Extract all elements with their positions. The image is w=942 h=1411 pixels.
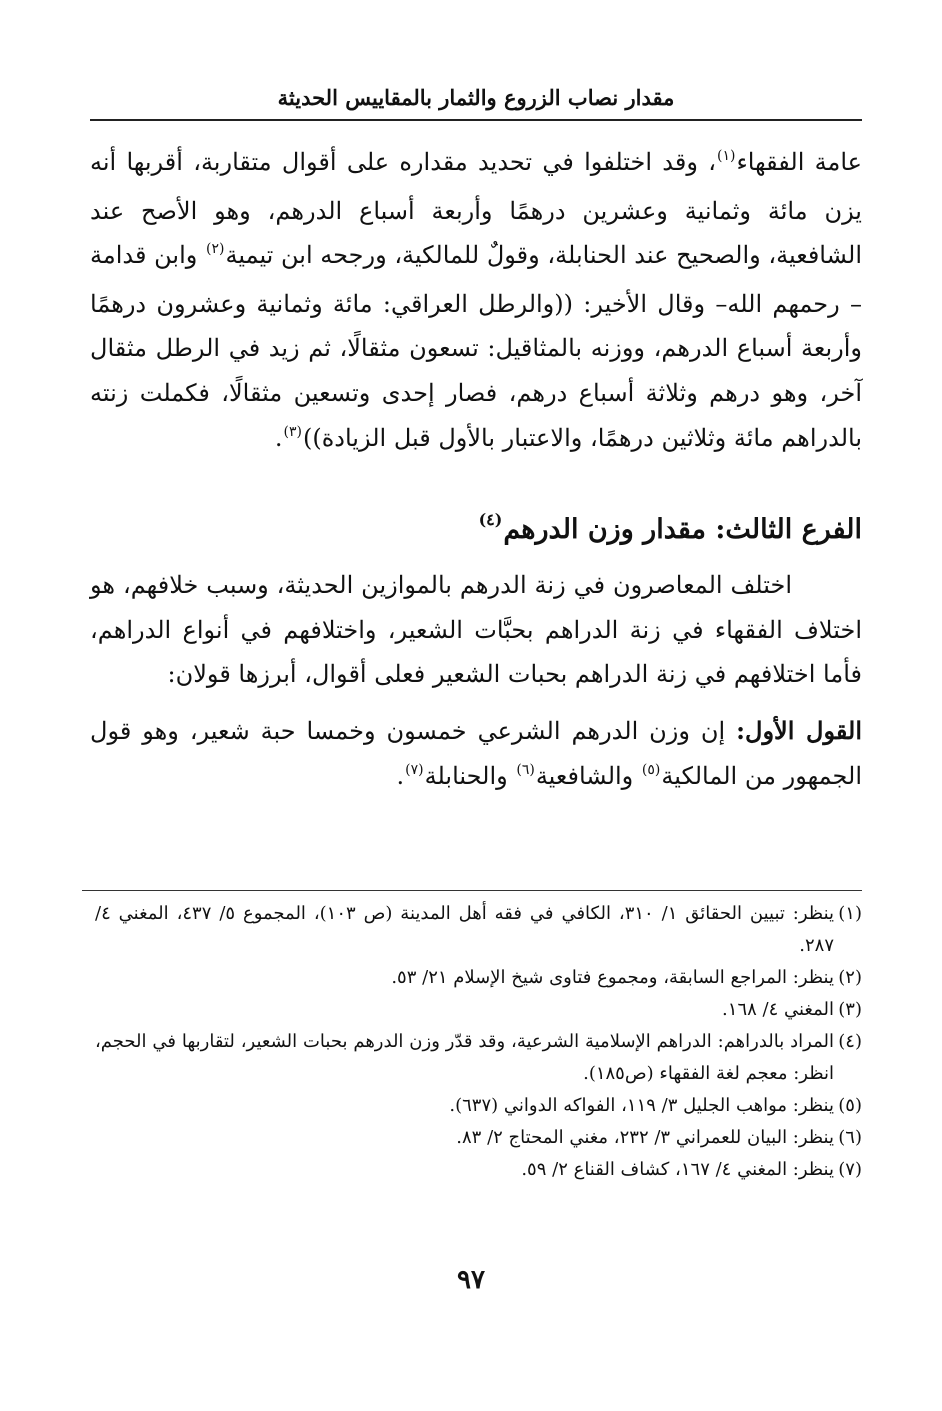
paragraph-ratl <box>90 140 862 464</box>
footnote-number: (٦) <box>838 1127 862 1148</box>
footnote-item <box>95 994 862 1026</box>
text-segment: عامة الفقهاء <box>736 148 863 176</box>
footnotes-list <box>95 898 862 1186</box>
footnote-text: ينظر: المراجع السابقة، ومجموع فتاوى شيخ الإسلام ٢١/ ٥٣. <box>391 967 834 988</box>
footnote-item <box>95 1026 862 1090</box>
footnote-text: ينظر: المغني ٤/ ١٦٧، كشاف القناع ٢/ ٥٩. <box>521 1159 834 1180</box>
page-number: ٩٧ <box>457 1265 485 1295</box>
footnote-ref-3[interactable]: (٣) <box>283 423 302 440</box>
text-segment: والحنابلة <box>424 761 516 790</box>
text-segment: إن وزن الدرهم الشرعي خمسون وخمسا حبة شعير، وهو قول الجمهور من المالكية <box>90 716 862 790</box>
footnote-item <box>95 1090 862 1122</box>
text-segment: . <box>274 423 283 452</box>
footnote-text: المغني ٤/ ١٦٨. <box>722 999 834 1020</box>
main-text <box>90 140 862 802</box>
footnote-ref-7[interactable]: (٧) <box>405 761 424 778</box>
section-heading <box>90 504 862 559</box>
paragraph-first-opinion <box>90 709 862 802</box>
footnote-number: (١) <box>838 903 862 924</box>
first-opinion-label: القول الأول: <box>736 715 862 745</box>
footnote-text: المراد بالدراهم: الدراهم الإسلامية الشرعية، وقد قدّر وزن الدرهم بحبات الشعير، لتقاربها في الحجم، انظر: معجم لغة الفقهاء (ص١٨٥). <box>95 1031 834 1084</box>
text-segment: وابن قدامة – رحمهم الله– وقال الأخير: ((والرطل العراقي: مائة وثمانية وعشرون درهمًا وأربعة أسباع الدرهم، ووزنه بالمثاقيل: تسعون مثقالًا، ثم زيد في الرطل مثقال آخر، وهو درهم وثلاثة أسباع درهم، فصار إحدى وتسعين مثقالًا، فكملت زنته بالدراهم مائة وثلاثين درهمًا، والاعتبار بالأول قبل الزيادة)) <box>90 241 862 452</box>
footnote-number: (٥) <box>838 1095 862 1116</box>
footnote-item <box>95 962 862 994</box>
footnote-item <box>95 898 862 962</box>
footnote-ref-1[interactable]: (١) <box>716 148 736 164</box>
footnote-number: (٣) <box>838 999 862 1020</box>
text-segment: ، وقد اختلفوا في تحديد مقداره على أقوال متقاربة، أقربها أنه يزن مائة وثمانية وعشرين درهمًا وأربعة أسباع الدرهم، وهو الأصح عند الشافعية، والصحيح عند الحنابلة، وقولٌ للمالكية، ورجحه ابن تيمية <box>90 148 862 270</box>
footnote-item <box>95 1122 862 1154</box>
footnote-text: ينظر: البيان للعمراني ٣/ ٢٣٢، مغني المحتاج ٢/ ٨٣. <box>456 1127 834 1148</box>
header-rule <box>90 119 862 121</box>
footnote-number: (٧) <box>838 1159 862 1180</box>
footnote-number: (٢) <box>838 967 862 988</box>
paragraph-dirham-disagreement: اختلف المعاصرون في زنة الدرهم بالموازين الحديثة، وسبب خلافهم، هو اختلاف الفقهاء في زنة الدراهم بحبَّات الشعير، واختلافهم في أنواع الدراهم، فأما اختلافهم في زنة الدراهم بحبات الشعير فعلى أقوال، أبرزها قولان: <box>90 571 862 689</box>
footnote-ref-6[interactable]: (٦) <box>516 761 535 778</box>
footnote-text: ينظر: مواهب الجليل ٣/ ١١٩، الفواكه الدواني (٦٣٧). <box>449 1095 834 1116</box>
text-segment: . <box>396 761 405 790</box>
section-heading-text: الفرع الثالث: مقدار وزن الدرهم <box>503 514 862 546</box>
running-header: مقدار نصاب الزروع والثمار بالمقاييس الحديثة <box>277 85 675 110</box>
footnote-ref-5[interactable]: (٥) <box>641 761 661 778</box>
footnote-number: (٤) <box>838 1031 862 1052</box>
footnote-item <box>95 1154 862 1186</box>
footnote-text: ينظر: تبيين الحقائق ١/ ٣١٠، الكافي في فقه أهل المدينة (ص ١٠٣)، المجموع ٥/ ٤٣٧، المغني ٤/ ٢٨٧. <box>95 903 835 956</box>
footnote-separator <box>82 890 862 891</box>
text-segment: والشافعية <box>535 761 641 790</box>
footnote-ref-2[interactable]: (٢) <box>205 241 225 258</box>
footnote-ref-4[interactable]: (٤) <box>478 510 503 530</box>
